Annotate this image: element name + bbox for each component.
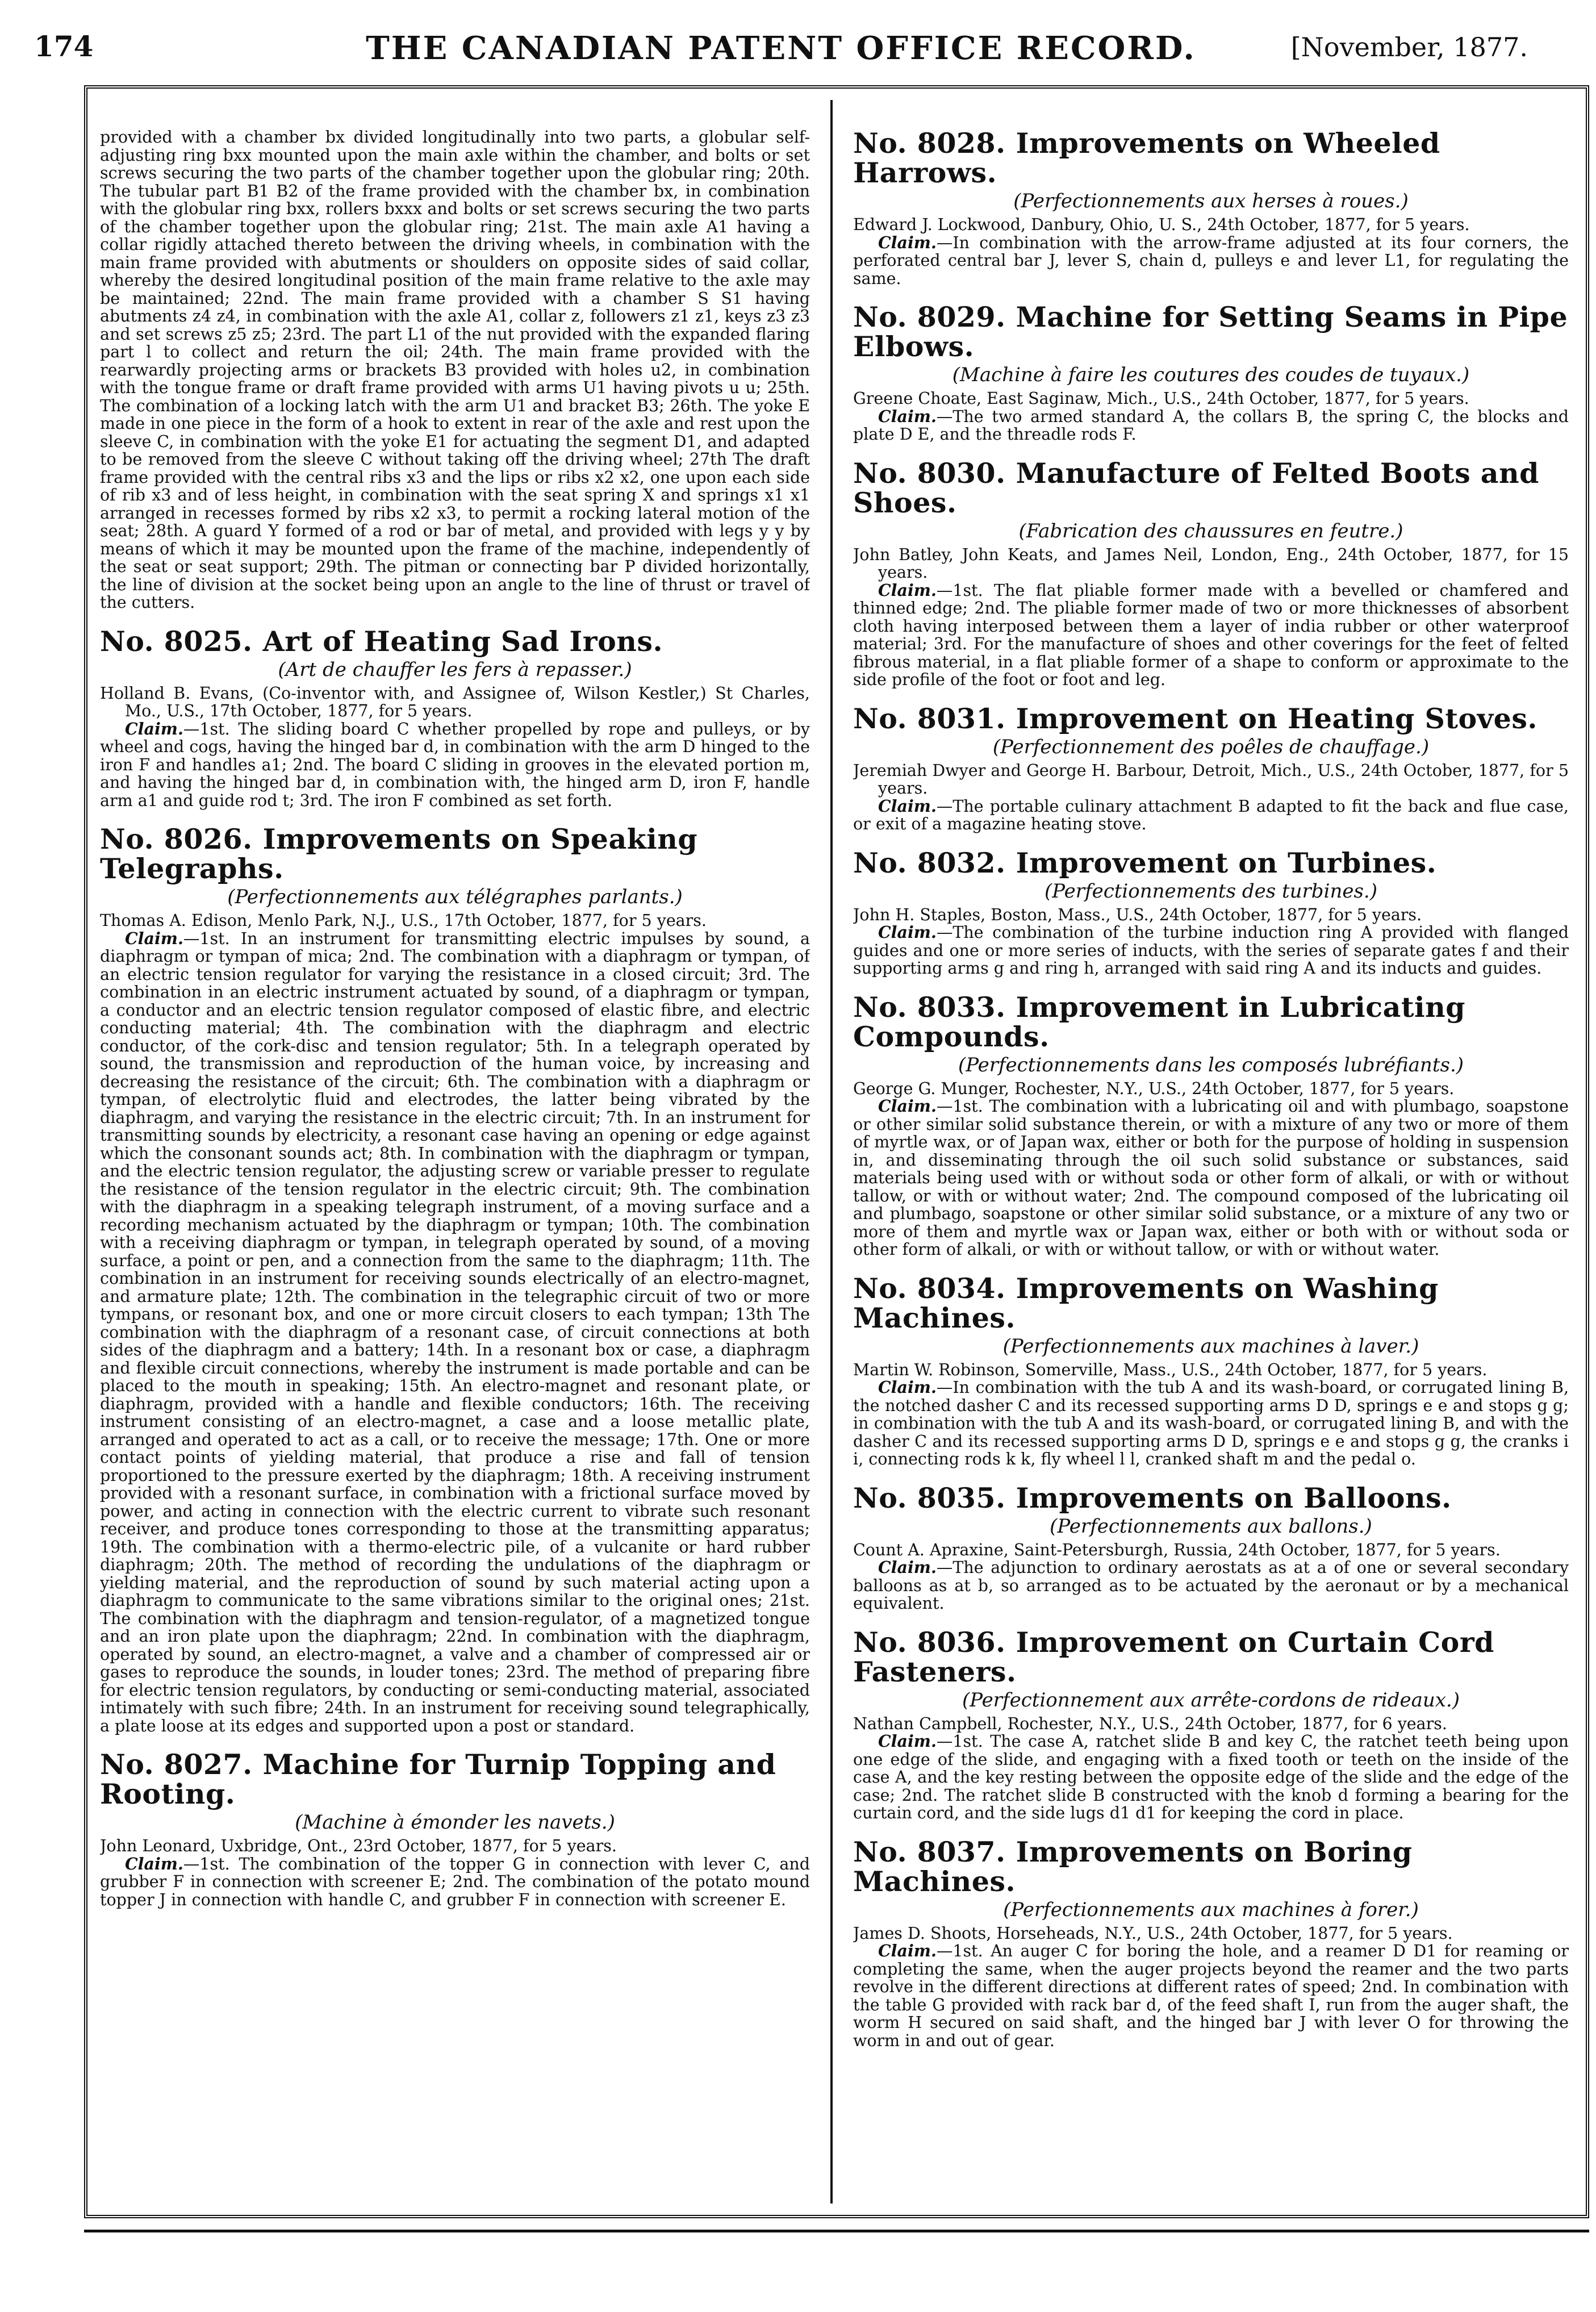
claim-paragraph bbox=[853, 582, 1569, 689]
french-title: (Perfectionnements aux machines à forer.) bbox=[1003, 1898, 1419, 1921]
patent-title: Art of Heating Sad Irons. bbox=[262, 624, 663, 658]
patentee-line: James D. Shoots, Horseheads, N.Y., U.S., 24th October, 1877, for 5 years. bbox=[853, 1923, 1453, 1943]
patent-number: No. 8030. bbox=[853, 456, 1006, 490]
patent-number: No. 8037. bbox=[853, 1835, 1006, 1868]
claim-text: —1st. The combination of the topper G in connection with lever C, and grubber F in connection with screener E; 2nd. The combination of the potato mound topper J in connection with handle C, and grubber F in connection with screener E. bbox=[100, 1854, 810, 1909]
patentee-line: John H. Staples, Boston, Mass., U.S., 24th October, 1877, for 5 years. bbox=[853, 905, 1422, 924]
patent-entry-8029 bbox=[853, 302, 1569, 444]
french-title: (Machine à émonder les navets.) bbox=[295, 1811, 615, 1834]
patentee-line: Holland B. Evans, (Co-inventor with, and Assignee of, Wilson Kestler,) St Charles, Mo., U.S., 17th October, 1877, for 5 years. bbox=[100, 683, 810, 720]
claim-label: Claim. bbox=[878, 796, 937, 816]
patent-entry-8037 bbox=[853, 1837, 1569, 2050]
patentee-line: John Batley, John Keats, and James Neil, London, Eng., 24th October, 1877, for 15 years. bbox=[853, 545, 1569, 582]
left-column bbox=[100, 128, 810, 2192]
patent-number: No. 8029. bbox=[853, 301, 1006, 333]
claim-label: Claim. bbox=[125, 719, 183, 738]
claim-paragraph bbox=[853, 1733, 1569, 1822]
entry-heading bbox=[853, 1837, 1569, 1896]
french-title: (Perfectionnements aux herses à roues.) bbox=[1013, 190, 1409, 212]
patent-title: Improvement on Curtain Cord Fasteners. bbox=[853, 1625, 1494, 1688]
claim-paragraph bbox=[853, 1942, 1569, 2050]
bottom-rule bbox=[84, 2230, 1589, 2232]
claim-text: —The adjunction to ordinary aerostats as at a of one or several secondary balloons as at b, so arranged as to be actuated by the aeronaut or by a mechanical equivalent. bbox=[853, 1558, 1569, 1613]
patent-entry-8031 bbox=[853, 704, 1569, 833]
french-title: (Art de chauffer les fers à repasser.) bbox=[278, 658, 632, 681]
entry-heading bbox=[853, 1483, 1569, 1513]
claim-label: Claim. bbox=[878, 1096, 937, 1116]
patentee-line: Thomas A. Edison, Menlo Park, N.J., U.S., 17th October, 1877, for 5 years. bbox=[100, 911, 707, 930]
patent-number: No. 8036. bbox=[853, 1625, 1006, 1659]
claim-text: —1st. In an instrument for transmitting electric impulses by sound, a diaphragm or tympan of mica; 2nd. The combination with a diaphragm or tympan, of an electric tension regulator for varying the resistance in a closed circuit; 3rd. The combination in an electric instrument actuated by sound, of a diaphragm or tympan, a conductor and an electric tension regulator composed of elastic fibre, and electric conducting material; 4th. The combination with the diaphragm and electric conductor, of the cork-disc and tension regulator; 5th. In a telegraph operated by sound, the transmission and reproduction of the human voice, by increasing and decreasing the resistance of the circuit; 6th. The combination with a diaphragm or tympan, of electrolytic fluid and electrodes, the latter being vibrated by the diaphragm, and varying the resistance in the electric circuit; 7th. In an instrument for transmitting sounds by electricity, a resonant case having an opening or edge against which the consonant sounds act; 8th. In combination with the diaphragm or tympan, and the electric tension regulator, the adjusting screw or variable presser to regulate the resistance of the tension regulator in the electric circuit; 9th. The combination with the diaphragm in a speaking telegraph instrument, of a moving surface and a recording mechanism actuated by the diaphragm or tympan; 10th. The combination with a receiving diaphragm or tympan, in telegraph operated by sound, of a moving surface, a point or pen, and a connection from the same to the diaphragm; 11th. The combination in an instrument for receiving sounds electrically of an electro-magnet, and armature plate; 12th. The combination in the telegraphic circuit of two or more tympans, or resonant box, and one or more circuit closers to each tympan; 13th The combination with the diaphragm of a resonant case, of circuit connections at both sides of the diaphragm and a battery; 14th. In a resonant box or case, a diaphragm and flexible circuit connections, whereby the instrument is made portable and can be placed to the mouth in speaking; 15th. An electro-magnet and resonant plate, or diaphragm, provided with a handle and flexible conductors; 16th. The receiving instrument consisting of an electro-magnet, a case and a loose metallic plate, arranged and operated to act as a call, or to receive the message; 17th. One or more contact points of yielding material, that produce a rise and fall of tension proportioned to the pressure exerted by the diaphragm; 18th. A receiving instrument provided with a resonant surface, in combination with a frictional surface moved by power, and acting in connection with the electric current to vibrate such resonant receiver, and produce tones corresponding to those at the transmitting apparatus; 19th. The combination with a thermo-electric pile, of a vulcanite or hard rubber diaphragm; 20th. The method of recording the undulations of the diaphragm or yielding material, and the reproduction of sound by such material acting upon a diaphragm to communicate to the same vibrations similar to the original ones; 21st. The combination with the diaphragm and tension-regulator, of a magnetized tongue and an iron plate upon the diaphragm; 22nd. In combination with the diaphragm, operated by sound, an electro-magnet, a valve and a chamber of compressed air or gases to reproduce the sounds, in louder tones; 23rd. The method of preparing fibre for electric tension regulators, by conducting or semi-conducting material, associated intimately with such fibre; 24th. In an instrument for receiving sound telegraphically, a plate loose at its edges and supported upon a post or standard. bbox=[100, 929, 810, 1735]
french-title: (Fabrication des chaussures en feutre.) bbox=[1018, 519, 1403, 542]
claim-paragraph bbox=[100, 720, 810, 810]
patent-number: No. 8027. bbox=[100, 1748, 253, 1781]
claim-paragraph bbox=[853, 924, 1569, 978]
patent-number: No. 8025. bbox=[100, 624, 253, 658]
claim-text: —In combination with the tub A and its wash-board, or corrugated lining B, the notched dasher C and its recessed supporting arms D D, springs e e and stops g g; in combination with the tub A and its wash-board, or corrugated lining B, and with the dasher C and its recessed supporting arms D D, springs e e and stops g g, the cranks i i, connecting rods k k, fly wheel l l, cranked shaft m and the pedal o. bbox=[853, 1378, 1569, 1468]
patentee-line: Nathan Campbell, Rochester, N.Y., U.S., 24th October, 1877, for 6 years. bbox=[853, 1714, 1447, 1733]
french-title: (Perfectionnements dans les composés lubréfiants.) bbox=[958, 1053, 1464, 1076]
patentee-line: George G. Munger, Rochester, N.Y., U.S., 24th October, 1877, for 5 years. bbox=[853, 1079, 1455, 1098]
patentee-line: Greene Choate, East Saginaw, Mich., U.S., 24th October, 1877, for 5 years. bbox=[853, 389, 1469, 408]
page-frame bbox=[84, 85, 1589, 2218]
patent-entry-8030 bbox=[853, 458, 1569, 689]
claim-text: —1st. The flat pliable former made with a bevelled or chamfered and thinned edge; 2nd. The pliable former made of two or more thicknesses of absorbent cloth having interposed between them a layer of india rubber or other waterproof material; 3rd. For the manufacture of shoes and other coverings for the feet of felted fibrous material, in a flat pliable former of a shape to conform or approximate to the side profile of the foot or foot and leg. bbox=[853, 581, 1569, 689]
claim-paragraph bbox=[853, 1097, 1569, 1259]
patent-title: Machine for Setting Seams in Pipe Elbows. bbox=[853, 301, 1568, 363]
french-title: (Perfectionnements aux machines à laver.) bbox=[1002, 1334, 1419, 1358]
claim-paragraph bbox=[853, 234, 1569, 288]
patent-number: No. 8032. bbox=[853, 846, 1006, 879]
claim-text: —1st. An auger C for boring the hole, and a reamer D D1 for reaming or completing the same, when the auger projects beyond the reamer and the two parts revolve in the different directions at different rates of speed; 2nd. In combination with the table G provided with rack bar d, of the feed shaft I, run from the auger shaft, the worm H secured on said shaft, and the hinged bar J with lever O for throwing the worm in and out of gear. bbox=[853, 1942, 1569, 2050]
entry-heading bbox=[853, 704, 1569, 733]
patent-number: No. 8031. bbox=[853, 702, 1006, 735]
entry-heading bbox=[853, 128, 1569, 187]
issue-date: [November, 1877. bbox=[1290, 32, 1528, 62]
claim-label: Claim. bbox=[878, 406, 937, 426]
french-title: (Perfectionnements aux ballons.) bbox=[1050, 1514, 1372, 1538]
patent-title: Manufacture of Felted Boots and Shoes. bbox=[853, 456, 1539, 519]
claim-label: Claim. bbox=[878, 580, 937, 600]
patent-title: Improvements on Speaking Telegraphs. bbox=[100, 823, 698, 885]
claim-paragraph bbox=[100, 1855, 810, 1909]
patent-entry-8036 bbox=[853, 1627, 1569, 1822]
patentee-line: Jeremiah Dwyer and George H. Barbour, Detroit, Mich., U.S., 24th October, 1877, for 5 years. bbox=[853, 761, 1569, 798]
claim-label: Claim. bbox=[878, 1731, 937, 1751]
patent-number: No. 8026. bbox=[100, 823, 253, 855]
patent-number: No. 8033. bbox=[853, 990, 1006, 1024]
claim-label: Claim. bbox=[878, 232, 937, 252]
claim-label: Claim. bbox=[878, 1558, 937, 1577]
claim-text: —The combination of the turbine induction ring A provided with flanged guides and one or more series of inducts, with the series of separate gates f and their supporting arms g and ring h, arranged with said ring A and its inducts and guides. bbox=[853, 923, 1569, 978]
patent-entry-8034 bbox=[853, 1271, 1569, 1468]
patent-number: No. 8034. bbox=[853, 1271, 1006, 1305]
entry-heading bbox=[853, 1627, 1569, 1687]
patent-entry-8026 bbox=[100, 824, 810, 1735]
claim-label: Claim. bbox=[125, 928, 183, 948]
patentee-line: Count A. Apraxine, Saint-Petersburgh, Russia, 24th October, 1877, for 5 years. bbox=[853, 1540, 1501, 1559]
patent-title: Improvement on Turbines. bbox=[1016, 846, 1437, 879]
patent-title: Improvements on Washing Machines. bbox=[853, 1271, 1439, 1334]
claim-text: —In combination with the arrow-frame adjusted at its four corners, the perforated central bar J, lever S, chain d, pulleys e and lever L1, for regulating the same. bbox=[853, 233, 1569, 288]
claim-text: —The two armed standard A, the collars B, the spring C, the blocks and plate D E, and the threadle rods F. bbox=[853, 407, 1569, 444]
entry-heading bbox=[853, 992, 1569, 1051]
patent-title: Improvements on Boring Machines. bbox=[853, 1835, 1413, 1898]
patent-title: Improvements on Wheeled Harrows. bbox=[853, 128, 1440, 189]
column-divider bbox=[830, 100, 833, 2204]
claim-paragraph bbox=[853, 1379, 1569, 1468]
page-number: 174 bbox=[34, 30, 94, 63]
french-title: (Perfectionnement des poêles de chauffage.) bbox=[992, 735, 1430, 758]
patent-entry-8032 bbox=[853, 848, 1569, 978]
claim-paragraph bbox=[853, 798, 1569, 833]
patent-title: Improvement on Heating Stoves. bbox=[1016, 702, 1537, 735]
entry-heading bbox=[853, 302, 1569, 361]
claim-text: —The portable culinary attachment B adapted to fit the back and flue case, or exit of a magazine heating stove. bbox=[853, 796, 1569, 833]
claim-text: —1st. The case A, ratchet slide B and key C, the ratchet teeth being upon one edge of the slide, and engaging with a fixed tooth or teeth on the inside of the case A, and the key resting between the opposite edge of the slide and the edge of the case; 2nd. The ratchet slide B constructed with the knob d forming a bearing for the curtain cord, and the side lugs d1 d1 for keeping the cord in place. bbox=[853, 1732, 1569, 1822]
claim-paragraph bbox=[853, 1559, 1569, 1613]
patent-title: Improvement in Lubricating Compounds. bbox=[853, 990, 1465, 1053]
claim-text: —1st. The sliding board C whether propelled by rope and pulleys, or by wheel and cogs, having the hinged bar d, in combination with the arm D hinged to the iron F and handles a1; 2nd. The board C sliding in grooves in the elevated portion m, and having the hinged bar d, in combination with, the hinged arm D, iron F, handle arm a1 and guide rod t; 3rd. The iron F combined as set forth. bbox=[100, 719, 810, 810]
patent-entry-8033 bbox=[853, 992, 1569, 1259]
claim-paragraph bbox=[100, 930, 810, 1735]
patent-number: No. 8035. bbox=[853, 1481, 1006, 1514]
running-head bbox=[34, 30, 1528, 75]
patent-title: Machine for Turnip Topping and Rooting. bbox=[100, 1748, 776, 1810]
french-title: (Machine à faire les coutures des coudes de tuyaux.) bbox=[952, 364, 1470, 386]
entry-heading bbox=[853, 458, 1569, 518]
continued-claim-text: provided with a chamber bx divided longitudinally into two parts, a globular self-adjusting ring bxx mounted upon the main axle within the chamber, and bolts or set screws securing the two parts of the chamber together upon the globular ring; 20th. The tubular part B1 B2 of the frame provided with the chamber bx, in combination with the globular ring bxx, rollers bxxx and bolts or set screws securing the two parts of the chamber together upon the globular ring; 21st. The main axle A1 having a collar rigidly attached thereto between the driving wheels, in combination with the main frame provided with abutments or shoulders on opposite sides of said collar, whereby the desired longitudinal position of the main frame relative to the axle may be maintained; 22nd. The main frame provided with a chamber S S1 having abutments z4 z4, in combination with the axle A1, collar z, followers z1 z1, keys z3 z3 and set screws z5 z5; 23rd. The part L1 of the nut provided with the expanded flaring part l to collect and return the oil; 24th. The main frame provided with the rearwardly projecting arms or brackets B3 provided with holes u2, in combination with the tongue frame or draft frame provided with arms U1 having pivots u u; 25th. The combination of a locking latch with the arm U1 and bracket B3; 26th. The yoke E made in one piece in the form of a hook to extent in rear of the axle and rest upon the sleeve C, in combination with the yoke E1 for actuating the segment D1, and adapted to be removed from the sleeve C without taking off the driving wheel; 27th The draft frame provided with the central ribs x3 and the lips or ribs x2 x2, one upon each side of rib x3 and of less height, in combination with the seat spring X and springs x1 x1 arranged in recesses formed by ribs x2 x3, to permit a rocking lateral motion of the seat; 28th. A guard Y formed of a rod or bar of metal, and provided with legs y y by means of which it may be mounted upon the frame of the machine, independently of the seat or seat support; 29th. The pitman or connecting bar P divided horizontally, the line of division at the socket being upon an angle to the line of thrust or travel of the cutters. bbox=[100, 128, 810, 612]
patentee-line: Martin W. Robinson, Somerville, Mass., U.S., 24th October, 1877, for 5 years. bbox=[853, 1360, 1488, 1379]
french-title: (Perfectionnements aux télégraphes parlants.) bbox=[227, 886, 683, 908]
claim-text: —1st. The combination with a lubricating oil and with plumbago, soapstone or other similar solid substance therein, or with a mixture of any two or more of them of myrtle wax, or of Japan wax, either or both for the purpose of holding in suspension in, and disseminating through the oil such solid substance or substances, said materials being used with or without soda or other form of alkali, or with or without tallow, or with or without water; 2nd. The compound composed of the lubricating oil and plumbago, soapstone or other similar solid substance, or a mixture of any two or more of them and myrtle wax or Japan wax, either or both with or without soda or other form of alkali, or with or without tallow, or with or without water. bbox=[853, 1097, 1569, 1259]
patentee-line: Edward J. Lockwood, Danbury, Ohio, U. S., 24th October, 1877, for 5 years. bbox=[853, 215, 1470, 234]
claim-label: Claim. bbox=[878, 923, 937, 942]
patent-entry-8027 bbox=[100, 1750, 810, 1909]
journal-title: THE CANADIAN PATENT OFFICE RECORD. bbox=[366, 30, 1196, 67]
entry-heading bbox=[100, 624, 810, 658]
claim-label: Claim. bbox=[878, 1941, 937, 1960]
claim-label: Claim. bbox=[878, 1378, 937, 1397]
right-column bbox=[853, 128, 1569, 2192]
patentee-line: John Leonard, Uxbridge, Ont., 23rd October, 1877, for 5 years. bbox=[100, 1837, 617, 1855]
patent-number: No. 8028. bbox=[853, 128, 1006, 160]
french-title: (Perfectionnements des turbines.) bbox=[1044, 879, 1377, 903]
patent-entry-8028 bbox=[853, 128, 1569, 287]
entry-heading bbox=[853, 848, 1569, 878]
french-title: (Perfectionnement aux arrête-cordons de rideaux.) bbox=[962, 1688, 1460, 1712]
entry-heading bbox=[100, 824, 810, 883]
claim-label: Claim. bbox=[125, 1854, 183, 1873]
claim-paragraph bbox=[853, 408, 1569, 444]
patent-title: Improvements on Balloons. bbox=[1016, 1481, 1452, 1514]
patent-entry-8035 bbox=[853, 1483, 1569, 1613]
entry-heading bbox=[100, 1750, 810, 1809]
patent-entry-8025 bbox=[100, 624, 810, 810]
entry-heading bbox=[853, 1271, 1569, 1334]
